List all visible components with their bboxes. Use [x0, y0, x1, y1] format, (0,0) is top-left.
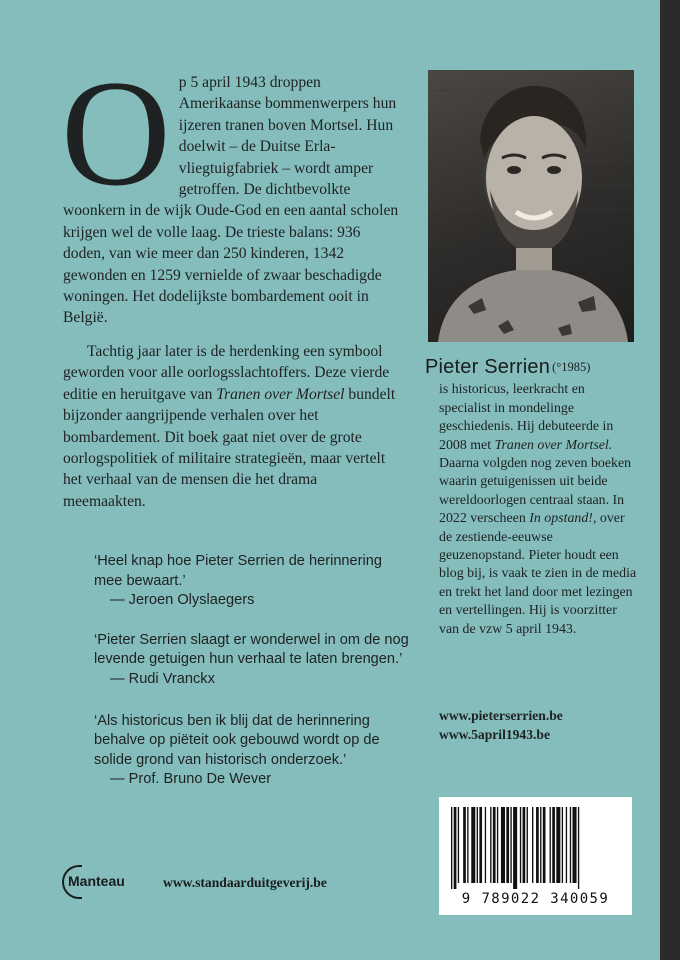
barcode-bar	[451, 807, 452, 889]
barcode-bar	[543, 807, 546, 883]
barcode-bar	[501, 807, 505, 883]
barcode-bar	[513, 807, 517, 889]
publisher-logo: Manteau	[68, 873, 125, 889]
bio-part3: , over de zestiende-eeuwse geuzenopstand. Pieter houdt een blog bij, is vaak te zien in de media en trekt het land door met lezingen en vertellingen. Hij is voorzitter van de vzw 5 april 1943.	[439, 511, 637, 637]
intro-text: p 5 april 1943 droppen Amerikaanse bommenwerpers hun ijzeren tranen boven Mortsel. Hun doelwit – de Duitse Erla-vliegtuigfabriek – wordt amper getroffen. De dichtbevolkte woonkern in de wijk Oude-God en een aantal scholen krijgen wel de volle laag. De trieste balans: 936 doden, van wie meer dan 250 kinderen, 1342 gewonden en 1259 vernielde of zwaar beschadigde woningen. Het dodelijkste bombardement ooit in België.	[63, 74, 399, 327]
barcode-bar	[523, 807, 526, 883]
barcode-bar	[556, 807, 560, 883]
barcode-bar	[497, 807, 498, 883]
barcode-bar	[532, 807, 533, 883]
link-pieterserrien[interactable]: www.pieterserrien.be	[439, 708, 563, 723]
barcode-bar	[573, 807, 577, 883]
quote-text: ‘Als historicus ben ik blij dat de herinnering behalve op piëteit ook gebouwd wordt op de solide grond van historisch onderzoek.’	[94, 712, 380, 768]
book-title-inline: Tranen over Mortsel	[216, 385, 345, 403]
author-birth-year: (°1985)	[552, 360, 591, 374]
bio-part1: is historicus, leerkracht en specialist in mondelinge geschiedenis. Hij debuteerde in 2008 met	[439, 382, 614, 453]
quote-text: ‘Pieter Serrien slaagt er wonderwel in om de nog levende getuigen hun verhaal te laten brengen.’	[94, 631, 409, 668]
link-5april1943[interactable]: www.5april1943.be	[439, 727, 551, 742]
barcode-bar	[493, 807, 496, 883]
second-paragraph	[63, 341, 401, 512]
author-links	[439, 706, 639, 744]
author-name: Pieter Serrien	[425, 356, 551, 378]
paragraph-part1: Tachtig jaar later is de herdenking een symbool geworden voor alle oorlogsslachtoffers. Deze vierde editie en heruitgave van	[63, 343, 390, 403]
barcode-bar	[510, 807, 511, 883]
intro-paragraph	[61, 49, 401, 329]
barcode-bar	[540, 807, 541, 883]
barcode-bar	[506, 807, 509, 883]
paragraph-part2: bundelt bijzonder aangrijpende verhalen over het bombardement. Dit boek gaat niet over de grote oorlogspolitiek of militaire strategieën, maar vertelt het verhaal van de mensen die het drama meemaakten.	[63, 385, 396, 510]
quote-text: ‘Heel knap hoe Pieter Serrien de herinnering mee bewaart.’	[94, 553, 382, 589]
barcode	[439, 797, 632, 915]
quotes-section	[94, 552, 414, 810]
barcode-bar	[458, 807, 459, 883]
author-photo	[428, 70, 634, 342]
quote-block	[94, 712, 414, 790]
barcode-bar	[527, 807, 528, 883]
bio-text	[439, 381, 639, 639]
bio-part2: Daarna volgden nog zeven boeken waarin getuigenissen uit beide wereldoorlogen centraal staan. In 2022 verscheen	[439, 456, 632, 527]
barcode-bar	[562, 807, 563, 883]
quote-author: — Jeroen Olyslaegers	[110, 592, 255, 609]
barcode-bar	[552, 807, 555, 883]
barcode-bar	[570, 807, 571, 883]
barcode-bar	[490, 807, 491, 883]
barcode-bar	[477, 807, 478, 883]
barcode-bar	[578, 807, 579, 889]
barcode-bar	[463, 807, 466, 883]
bio-book1: Tranen over Mortsel.	[494, 437, 613, 453]
barcode-bar	[485, 807, 486, 883]
barcode-bar	[520, 807, 521, 883]
barcode-bar	[479, 807, 482, 883]
drop-cap: O	[61, 49, 171, 217]
quote-author: — Prof. Bruno De Wever	[110, 771, 272, 788]
barcode-bar	[471, 807, 475, 883]
barcode-bar	[566, 807, 567, 883]
bio-book2: In opstand!	[529, 511, 593, 527]
barcode-bar	[536, 807, 539, 883]
author-bio	[425, 356, 639, 639]
portrait-illustration	[428, 70, 634, 342]
quote-author: — Rudi Vranckx	[110, 670, 215, 687]
quote-block	[94, 552, 414, 611]
barcode-bars	[451, 807, 620, 889]
barcode-bar	[550, 807, 551, 883]
barcode-bar	[454, 807, 457, 889]
isbn-number: 9 789022 340059	[461, 891, 610, 907]
publisher-url[interactable]: www.standaarduitgeverij.be	[163, 875, 327, 890]
book-spine	[660, 0, 680, 960]
barcode-bar	[467, 807, 468, 883]
quote-block	[94, 631, 414, 690]
